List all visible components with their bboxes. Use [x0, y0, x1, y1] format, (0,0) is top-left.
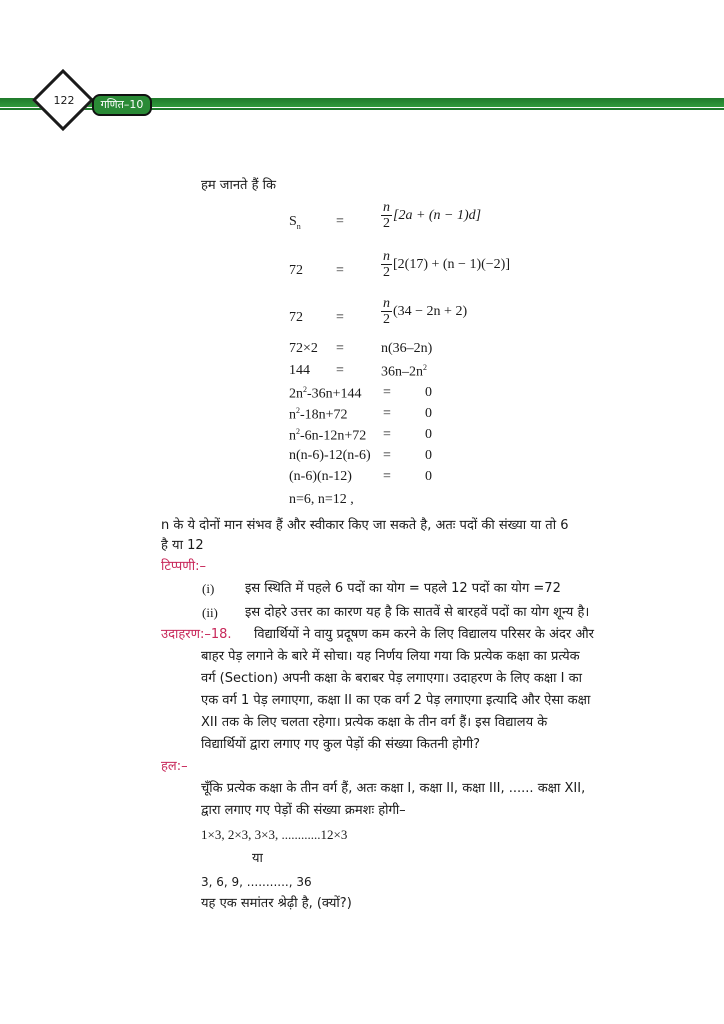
eq1-rhs: $\frac{n}{2}$ [2a + (n − 1)d]	[383, 200, 482, 231]
note-heading: टिप्पणी:–	[161, 559, 206, 574]
eq2-lhs: 72	[289, 263, 303, 278]
page-number: 122	[53, 94, 75, 107]
eq5-lhs: 144	[289, 363, 310, 378]
eq6-rhs: 0	[425, 385, 432, 400]
solution-sequence-1: 1×3, 2×3, 3×3, ............12×3	[201, 827, 348, 842]
example-line-2: वर्ग (Section) अपनी कक्षा के बराबर पेड़ लगाएगा। उदाहरण के लिए कक्षा I का	[201, 671, 582, 686]
eq7-rhs: 0	[425, 406, 432, 421]
eq5-equals: =	[336, 363, 344, 378]
note-item-1-text: इस स्थिति में पहले 6 पदों का योग = पहले 12 पदों का योग =72	[245, 581, 561, 596]
eq6-lhs: $2n^2-36n+144$	[289, 385, 362, 402]
eq8-rhs: 0	[425, 427, 432, 442]
eq5-rhs: $36n-2n^2$	[381, 363, 427, 380]
eq9-equals: =	[383, 448, 391, 463]
solution-line1: चूँकि प्रत्येक कक्षा के तीन वर्ग हैं, अतः कक्षा I, कक्षा II, कक्षा III, ...... कक्षा XII,	[201, 781, 586, 796]
eq4-equals: =	[336, 341, 344, 356]
eq6-equals: =	[383, 385, 391, 400]
eq8-equals: =	[383, 427, 391, 442]
solution-heading: हल:–	[161, 759, 188, 774]
example-line-1: बाहर पेड़ लगाने के बारे में सोचा। यह निर्णय लिया गया कि प्रत्येक कक्षा का प्रत्येक	[201, 649, 580, 664]
example-line-5: विद्यार्थियों द्वारा लगाए गए कुल पेड़ों की संख्या कितनी होगी?	[201, 737, 481, 752]
eq1-equals: =	[336, 214, 344, 229]
eq4-lhs: 72×2	[289, 341, 318, 356]
conclusion-line1: n के ये दोनों मान संभव हैं और स्वीकार किए जा सकते है, अतः पदों की संख्या या तो 6	[161, 518, 569, 533]
solution-sequence-2: 3, 6, 9, ..........., 36	[201, 875, 312, 889]
eq9-lhs: n(n-6)-12(n-6)	[289, 448, 371, 463]
note-item-1-marker: (i)	[202, 581, 215, 596]
eq1-fraction: $\frac{n}{2}$	[383, 200, 390, 231]
example-line-4: XII तक के लिए चलता रहेगा। प्रत्येक कक्षा के तीन वर्ग हैं। इस विद्यालय के	[201, 715, 548, 730]
eq2-rhs: $\frac{n}{2}$ [2(17) + (n − 1)(−2)]	[383, 249, 510, 280]
note-item-2-text: इस दोहरे उत्तर का कारण यह है कि सातवें से बारहवें पदों का योग शून्य है।	[245, 605, 590, 620]
example-line-0: विद्यार्थियों ने वायु प्रदूषण कम करने के लिए विद्यालय परिसर के अंदर और	[254, 627, 594, 642]
eq3-equals: =	[336, 310, 344, 325]
conclusion-line2: है या 12	[161, 538, 204, 553]
eq3-lhs: 72	[289, 310, 303, 325]
example-label: उदाहरण:–18.	[161, 627, 232, 642]
eq11-result: n=6, n=12 ,	[289, 492, 354, 507]
eq10-lhs: (n-6)(n-12)	[289, 469, 352, 484]
example-line-3: एक वर्ग 1 पेड़ लगाएगा, कक्षा II का एक वर्ग 2 पेड़ लगाएगा इत्यादि और ऐसा कक्षा	[201, 693, 591, 708]
eq7-lhs: $n^2-18n+72$	[289, 406, 348, 423]
eq7-equals: =	[383, 406, 391, 421]
eq4-rhs: n(36–2n)	[381, 341, 433, 356]
eq10-equals: =	[383, 469, 391, 484]
eq2-fraction: $\frac{n}{2}$	[383, 249, 390, 280]
eq8-lhs: $n^2-6n-12n+72$	[289, 427, 367, 444]
eq2-equals: =	[336, 263, 344, 278]
eq3-fraction: $\frac{n}{2}$	[383, 296, 390, 327]
intro-text: हम जानते हैं कि	[201, 178, 276, 193]
solution-or: या	[252, 851, 263, 866]
note-item-2-marker: (ii)	[202, 605, 218, 620]
eq9-rhs: 0	[425, 448, 432, 463]
eq3-rhs: $\frac{n}{2}$ (34 − 2n + 2)	[383, 296, 468, 327]
solution-last-line: यह एक समांतर श्रेढ़ी है, (क्यों?)	[201, 896, 352, 911]
eq10-rhs: 0	[425, 469, 432, 484]
solution-line2: द्वारा लगाए गए पेड़ों की संख्या क्रमशः होगी–	[201, 803, 406, 818]
eq1-lhs: $S_n$	[289, 214, 301, 231]
book-title: गणित–10	[92, 94, 152, 116]
